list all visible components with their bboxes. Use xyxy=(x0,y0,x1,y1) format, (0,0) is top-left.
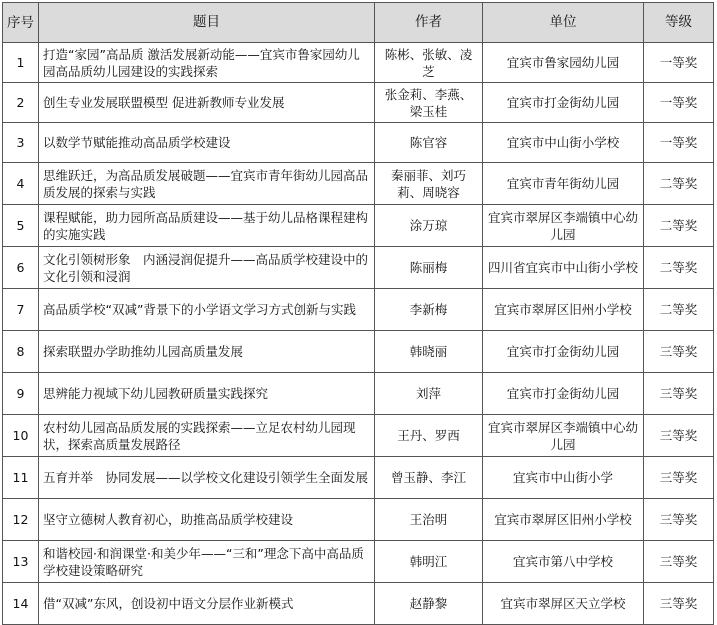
table-row xyxy=(3,83,714,123)
header-author: 作者 xyxy=(375,3,483,43)
row-number: 7 xyxy=(3,289,39,331)
row-unit: 宜宾市中山街小学校 xyxy=(483,123,644,163)
row-number: 12 xyxy=(3,499,39,541)
row-unit: 宜宾市翠屏区李端镇中心幼儿园 xyxy=(483,415,644,457)
row-author: 韩晓丽 xyxy=(375,331,483,373)
awards-table xyxy=(2,2,714,625)
row-level: 二等奖 xyxy=(644,205,714,247)
row-unit: 宜宾市中山街小学 xyxy=(483,457,644,499)
row-number: 5 xyxy=(3,205,39,247)
row-level: 三等奖 xyxy=(644,583,714,625)
row-author: 赵静黎 xyxy=(375,583,483,625)
row-title: 以数学节赋能推动高品质学校建设 xyxy=(39,123,375,163)
table-row xyxy=(3,289,714,331)
row-level: 三等奖 xyxy=(644,415,714,457)
row-unit: 宜宾市青年街幼儿园 xyxy=(483,163,644,205)
row-title: 和谐校园·和润课堂·和美少年——“三和”理念下高中高品质学校建设策略研究 xyxy=(39,541,375,583)
row-author: 刘萍 xyxy=(375,373,483,415)
table-row xyxy=(3,247,714,289)
header-level: 等级 xyxy=(644,3,714,43)
row-unit: 宜宾市打金街幼儿园 xyxy=(483,83,644,123)
row-level: 三等奖 xyxy=(644,541,714,583)
row-number: 11 xyxy=(3,457,39,499)
table-row xyxy=(3,43,714,83)
row-unit: 宜宾市翠屏区天立学校 xyxy=(483,583,644,625)
table-row xyxy=(3,373,714,415)
row-level: 二等奖 xyxy=(644,289,714,331)
table-row xyxy=(3,205,714,247)
row-level: 二等奖 xyxy=(644,163,714,205)
row-author: 陈丽梅 xyxy=(375,247,483,289)
table-row xyxy=(3,541,714,583)
row-number: 8 xyxy=(3,331,39,373)
row-unit: 宜宾市翠屏区旧州小学校 xyxy=(483,289,644,331)
row-number: 1 xyxy=(3,43,39,83)
row-title: 文化引领树形象 内涵浸润促提升——高品质学校建设中的文化引领和浸润 xyxy=(39,247,375,289)
row-number: 4 xyxy=(3,163,39,205)
row-unit: 宜宾市第八中学校 xyxy=(483,541,644,583)
row-level: 一等奖 xyxy=(644,43,714,83)
row-author: 陈彬、张敏、凌芝 xyxy=(375,43,483,83)
row-unit: 宜宾市翠屏区旧州小学校 xyxy=(483,499,644,541)
row-title: 思维跃迁，为高品质发展破题——宜宾市青年街幼儿园高品质发展的探索与实践 xyxy=(39,163,375,205)
row-author: 陈官容 xyxy=(375,123,483,163)
row-number: 9 xyxy=(3,373,39,415)
row-level: 三等奖 xyxy=(644,499,714,541)
row-level: 三等奖 xyxy=(644,373,714,415)
row-title: 思辨能力视域下幼儿园教研质量实践探究 xyxy=(39,373,375,415)
row-title: 借“双减”东风，创设初中语文分层作业新模式 xyxy=(39,583,375,625)
table-row xyxy=(3,457,714,499)
row-author: 涂万琼 xyxy=(375,205,483,247)
table-row xyxy=(3,583,714,625)
row-level: 一等奖 xyxy=(644,123,714,163)
row-title: 坚守立德树人教育初心，助推高品质学校建设 xyxy=(39,499,375,541)
row-number: 14 xyxy=(3,583,39,625)
table-header xyxy=(3,3,714,43)
row-level: 二等奖 xyxy=(644,247,714,289)
row-author: 韩明江 xyxy=(375,541,483,583)
row-author: 王治明 xyxy=(375,499,483,541)
row-title: 课程赋能，助力园所高品质建设——基于幼儿品格课程建构的实施实践 xyxy=(39,205,375,247)
row-title: 高品质学校“双减”背景下的小学语文学习方式创新与实践 xyxy=(39,289,375,331)
table-row xyxy=(3,163,714,205)
row-author: 秦丽菲、刘巧莉、周晓容 xyxy=(375,163,483,205)
row-title: 打造“家园”高品质 激活发展新动能——宜宾市鲁家园幼儿园高品质幼儿园建设的实践探索 xyxy=(39,43,375,83)
row-author: 李新梅 xyxy=(375,289,483,331)
row-title: 五育并举 协同发展——以学校文化建设引领学生全面发展 xyxy=(39,457,375,499)
table-row xyxy=(3,499,714,541)
row-number: 10 xyxy=(3,415,39,457)
header-row xyxy=(3,3,714,43)
row-number: 3 xyxy=(3,123,39,163)
row-unit: 宜宾市打金街幼儿园 xyxy=(483,331,644,373)
row-author: 张金莉、李燕、梁玉桂 xyxy=(375,83,483,123)
row-level: 一等奖 xyxy=(644,83,714,123)
table-row xyxy=(3,123,714,163)
header-title: 题目 xyxy=(39,3,375,43)
row-unit: 宜宾市打金街幼儿园 xyxy=(483,373,644,415)
row-unit: 宜宾市鲁家园幼儿园 xyxy=(483,43,644,83)
table-row xyxy=(3,415,714,457)
row-title: 创生专业发展联盟模型 促进新教师专业发展 xyxy=(39,83,375,123)
row-number: 6 xyxy=(3,247,39,289)
header-unit: 单位 xyxy=(483,3,644,43)
row-unit: 宜宾市翠屏区李端镇中心幼儿园 xyxy=(483,205,644,247)
header-number: 序号 xyxy=(3,3,39,43)
row-level: 三等奖 xyxy=(644,331,714,373)
row-level: 三等奖 xyxy=(644,457,714,499)
row-author: 王丹、罗西 xyxy=(375,415,483,457)
row-unit: 四川省宜宾市中山街小学校 xyxy=(483,247,644,289)
table-row xyxy=(3,331,714,373)
row-number: 2 xyxy=(3,83,39,123)
row-author: 曾玉静、李江 xyxy=(375,457,483,499)
row-title: 农村幼儿园高品质发展的实践探索——立足农村幼儿园现状，探索高质量发展路径 xyxy=(39,415,375,457)
row-title: 探索联盟办学助推幼儿园高质量发展 xyxy=(39,331,375,373)
row-number: 13 xyxy=(3,541,39,583)
